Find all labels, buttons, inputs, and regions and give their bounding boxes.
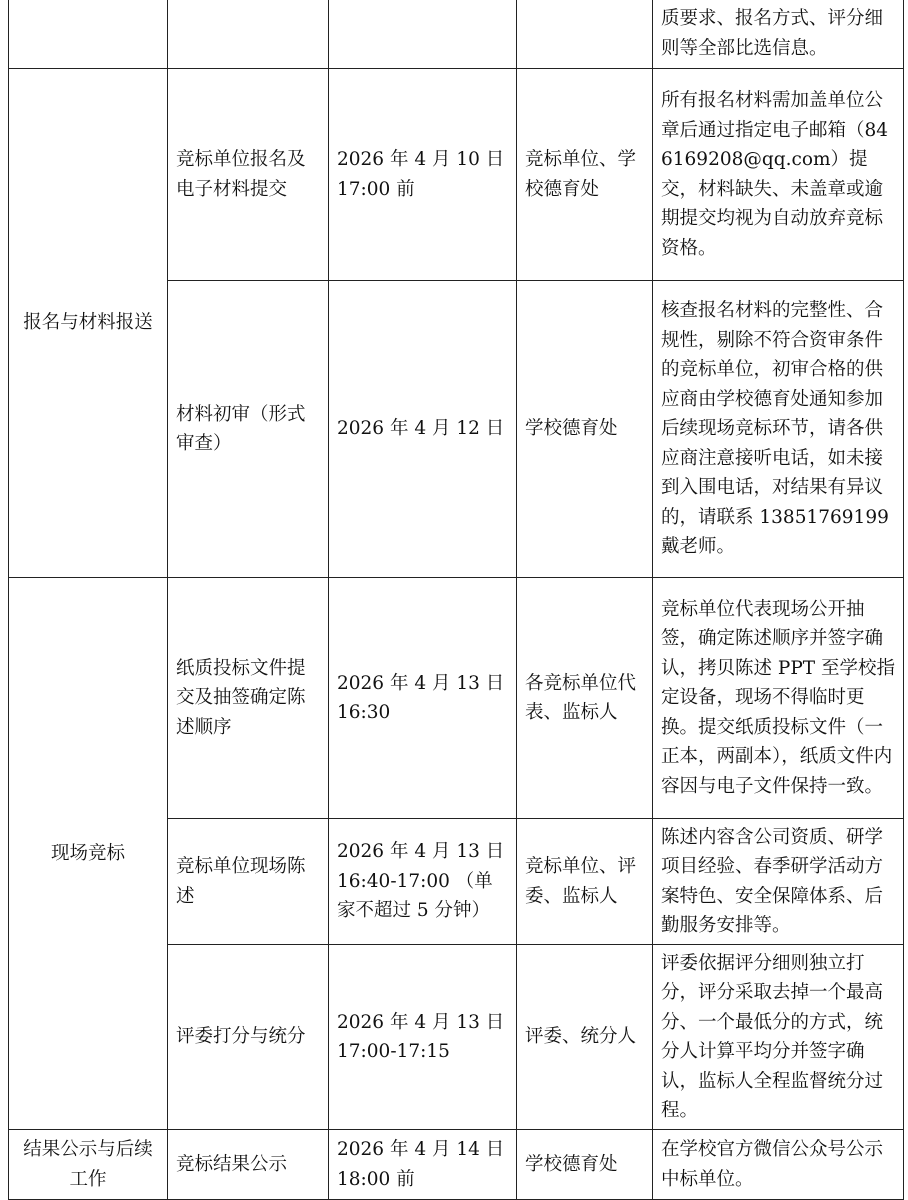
- table-row: [9, 0, 904, 69]
- phase-cell: 现场竞标: [9, 578, 168, 1130]
- item-cell: [168, 0, 329, 69]
- requirement-cell: 评委依据评分细则独立打分，评分采取去掉一个最高分、一个最低分的方式，统分人计算平均分并签字确认，监标人全程监督统分过程。: [653, 945, 904, 1130]
- time-cell: 2026 年 4 月 13 日 17:00-17:15: [329, 945, 517, 1130]
- item-cell: 竞标单位现场陈述: [168, 819, 329, 945]
- requirement-cell: 质要求、报名方式、评分细则等全部比选信息。: [653, 0, 904, 69]
- time-cell: 2026 年 4 月 14 日 18:00 前: [329, 1130, 517, 1200]
- item-cell: 竞标结果公示: [168, 1130, 329, 1200]
- requirement-cell: 所有报名材料需加盖单位公章后通过指定电子邮箱（846169208@qq.com）提交，材料缺失、未盖章或逾期提交均视为自动放弃竞标资格。: [653, 69, 904, 281]
- item-cell: 竞标单位报名及电子材料提交: [168, 69, 329, 281]
- table-row: [9, 69, 904, 281]
- table-row: [9, 1130, 904, 1200]
- phase-cell: 结果公示与后续工作: [9, 1130, 168, 1200]
- responsible-cell: [517, 0, 653, 69]
- responsible-cell: 学校德育处: [517, 1130, 653, 1200]
- responsible-cell: 评委、统分人: [517, 945, 653, 1130]
- item-cell: 评委打分与统分: [168, 945, 329, 1130]
- phase-cell: 报名与材料报送: [9, 69, 168, 578]
- time-cell: 2026 年 4 月 13 日 16:40-17:00 （单家不超过 5 分钟）: [329, 819, 517, 945]
- responsible-cell: 学校德育处: [517, 281, 653, 578]
- time-cell: 2026 年 4 月 12 日: [329, 281, 517, 578]
- requirement-cell: 陈述内容含公司资质、研学项目经验、春季研学活动方案特色、安全保障体系、后勤服务安排等。: [653, 819, 904, 945]
- requirement-cell: 在学校官方微信公众号公示中标单位。: [653, 1130, 904, 1200]
- time-cell: 2026 年 4 月 13 日 16:30: [329, 578, 517, 819]
- phase-cell: [9, 0, 168, 69]
- table-row: [9, 578, 904, 819]
- item-cell: 纸质投标文件提交及抽签确定陈述顺序: [168, 578, 329, 819]
- requirement-cell: 核查报名材料的完整性、合规性，剔除不符合资审条件的竞标单位，初审合格的供应商由学校德育处通知参加后续现场竞标环节，请各供应商注意接听电话，如未接到入围电话，对结果有异议的，请联系 13851769199 戴老师。: [653, 281, 904, 578]
- requirement-cell: 竞标单位代表现场公开抽签，确定陈述顺序并签字确认，拷贝陈述 PPT 至学校指定设备，现场不得临时更换。提交纸质投标文件（一正本，两副本），纸质文件内容因与电子文件保持一致。: [653, 578, 904, 819]
- time-cell: [329, 0, 517, 69]
- time-cell: 2026 年 4 月 10 日 17:00 前: [329, 69, 517, 281]
- item-cell: 材料初审（形式审查）: [168, 281, 329, 578]
- schedule-table: [8, 0, 904, 1200]
- responsible-cell: 竞标单位、学校德育处: [517, 69, 653, 281]
- responsible-cell: 竞标单位、评委、监标人: [517, 819, 653, 945]
- responsible-cell: 各竞标单位代表、监标人: [517, 578, 653, 819]
